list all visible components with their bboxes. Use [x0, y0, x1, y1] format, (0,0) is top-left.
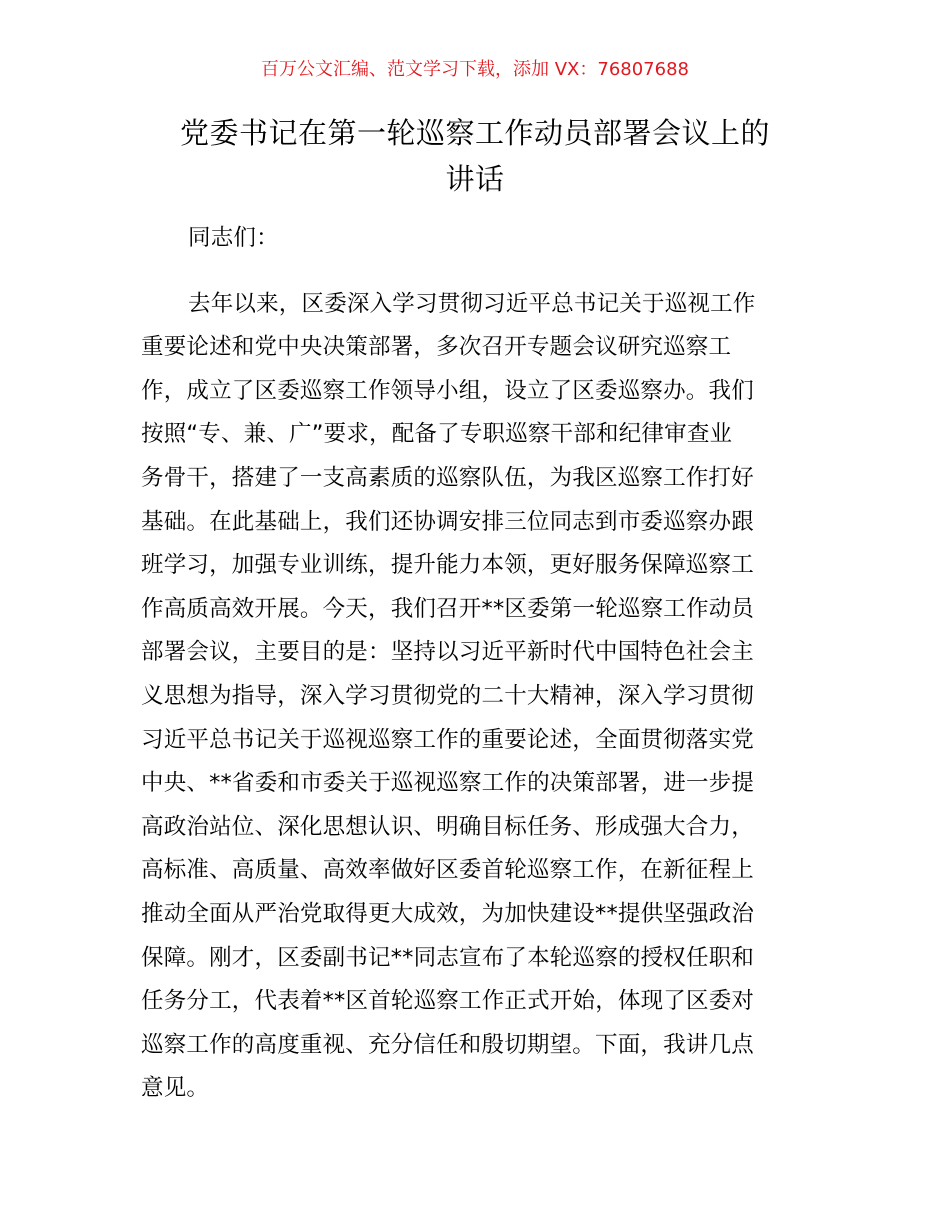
paragraph-line: 高标准、高质量、高效率做好区委首轮巡察工作，在新征程上 [141, 857, 754, 884]
paragraph-line: 推动全面从严治党取得更大成效，为加快建设**提供坚强政治 [141, 900, 755, 927]
paragraph-line: 去年以来，区委深入学习贯彻习近平总书记关于巡视工作 [188, 290, 756, 317]
paragraph-line: 务骨干，搭建了一支高素质的巡察队伍，为我区巡察工作打好 [141, 464, 754, 491]
header-banner: 百万公文汇编、范文学习下载，添加 VX：76807688 [261, 59, 689, 80]
paragraph-line: 任务分工，代表着**区首轮巡察工作正式开始，体现了区委对 [141, 988, 755, 1015]
paragraph-line: 巡察工作的高度重视、充分信任和殷切期望。下面，我讲几点 [141, 1031, 754, 1058]
paragraph-line: 部署会议，主要目的是：坚持以习近平新时代中国特色社会主 [141, 639, 754, 666]
paragraph-line: 作高质高效开展。今天，我们召开**区委第一轮巡察工作动员 [141, 595, 755, 622]
paragraph-line: 习近平总书记关于巡视巡察工作的重要论述，全面贯彻落实党 [141, 726, 754, 753]
document-body [141, 217, 813, 1111]
paragraph-line: 意见。 [141, 1075, 210, 1102]
paragraph-line: 保障。刚才，区委副书记**同志宣布了本轮巡察的授权任职和 [141, 944, 755, 971]
page-title [130, 110, 820, 202]
paragraph-line: 基础。在此基础上，我们还协调安排三位同志到市委巡察办跟 [141, 508, 754, 535]
paragraph-line: 按照“专、兼、广”要求，配备了专职巡察干部和纪律审查业 [141, 421, 733, 448]
paragraph-line: 重要论述和党中央决策部署，多次召开专题会议研究巡察工 [141, 334, 732, 361]
title-line: 党委书记在第一轮巡察工作动员部署会议上的 [179, 116, 770, 150]
paragraph-line: 高政治站位、深化思想认识、明确目标任务、形成强大合力， [141, 813, 754, 840]
salutation: 同志们： [188, 225, 279, 251]
paragraph-line: 班学习，加强专业训练，提升能力本领，更好服务保障巡察工 [141, 552, 754, 579]
paragraph-line: 中央、**省委和市委关于巡视巡察工作的决策部署，进一步提 [141, 770, 755, 797]
paragraph-line: 义思想为指导，深入学习贯彻党的二十大精神，深入学习贯彻 [141, 682, 754, 709]
paragraph-line: 作，成立了区委巡察工作领导小组，设立了区委巡察办。我们 [141, 377, 754, 404]
title-line: 讲话 [445, 162, 505, 196]
body-paragraph [141, 283, 813, 1111]
